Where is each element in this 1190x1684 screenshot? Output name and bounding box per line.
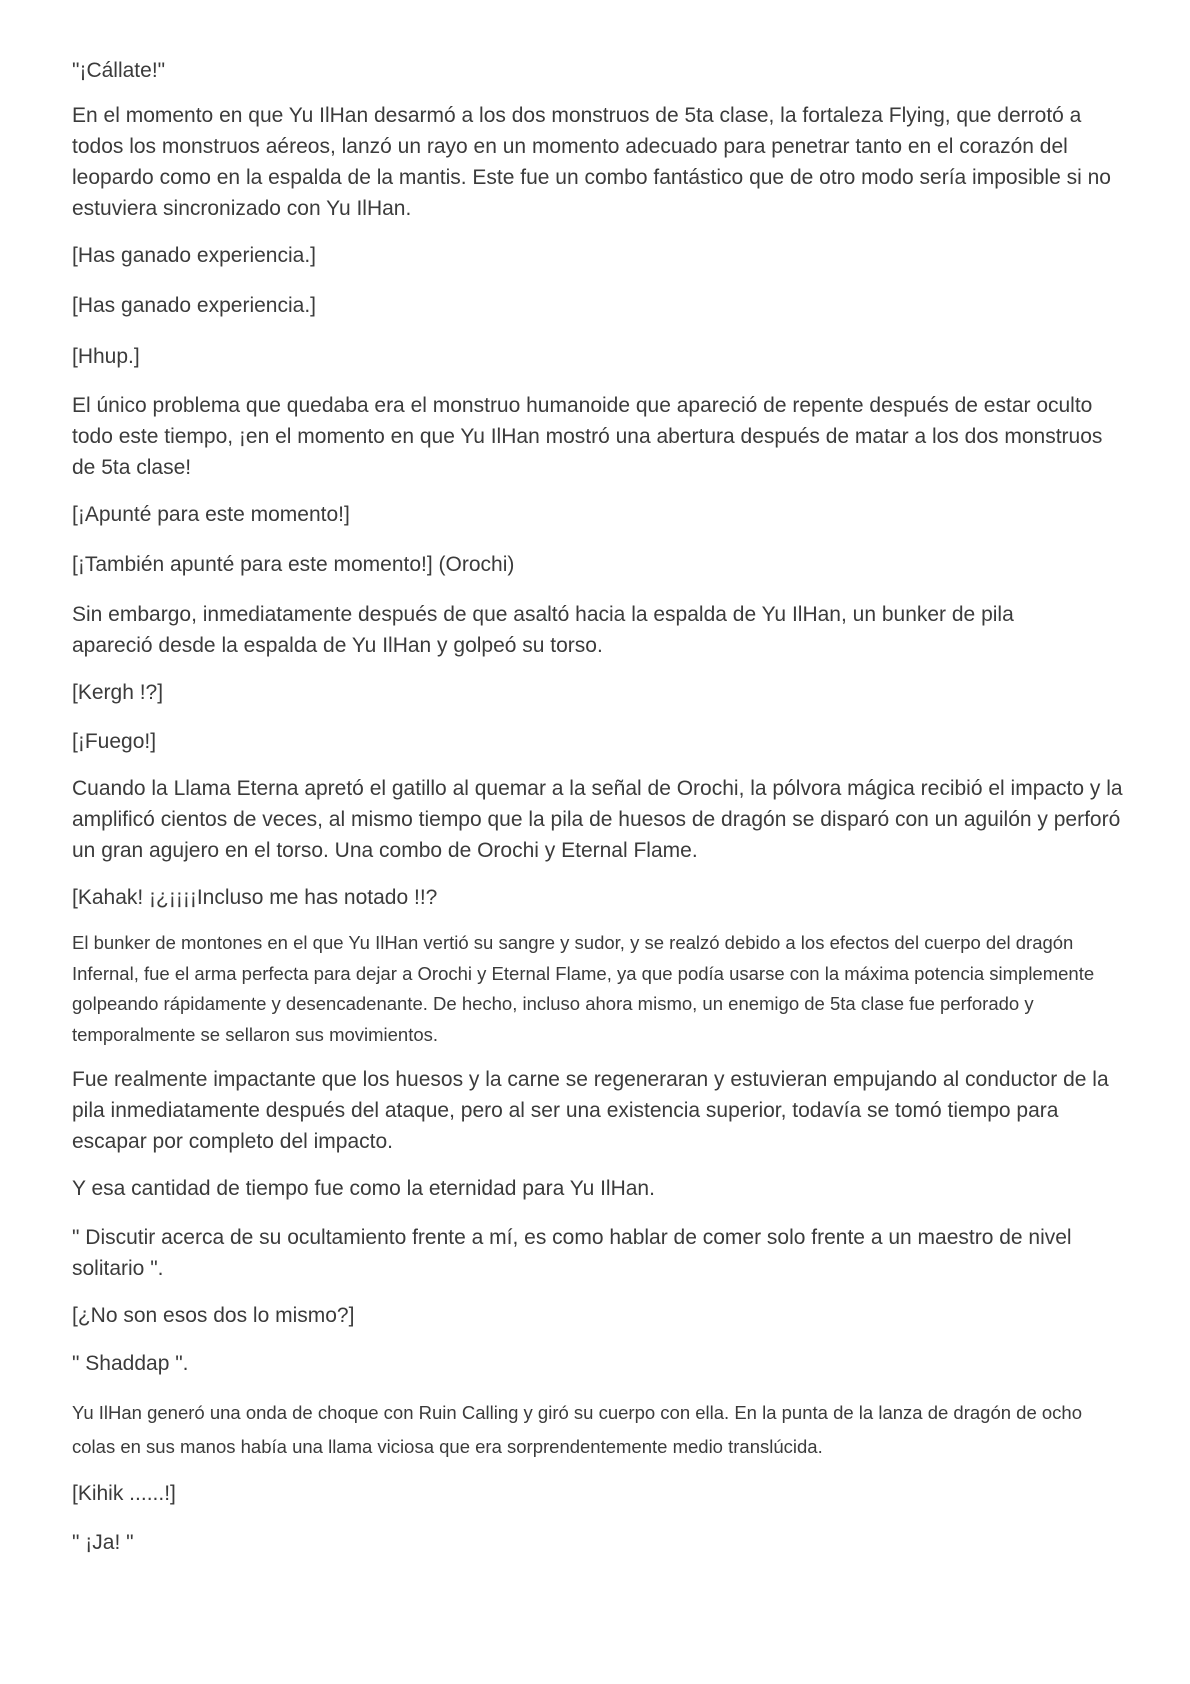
paragraph-14: El bunker de montones en el que Yu IlHan vertió su sangre y sudor, y se realzó debido a los efectos del cuerpo del dragón Infernal, fue el arma perfecta para dejar a Orochi y Eternal Flame, ya que podía usarse con la máxima potencia simplemente golpeando rápidamente y desencadenante. De hecho, incluso ahora mismo, un enemigo de 5ta clase fue perforado y temporalmente se sellaron sus movimientos. [72,932,1095,1045]
paragraph-19: " Shaddap ". [72,1352,189,1375]
paragraph-4: [Has ganado experiencia.] [72,294,316,317]
document-page [72,55,1122,1558]
paragraph-16: Y esa cantidad de tiempo fue como la eternidad para Yu IlHan. [72,1177,655,1200]
paragraph-18: [¿No son esos dos lo mismo?] [72,1304,355,1327]
paragraph-9: Sin embargo, inmediatamente después de que asaltó hacia la espalda de Yu IlHan, un bunker de pila apareció desde la espalda de Yu IlHan y golpeó su torso. [72,603,1014,657]
paragraph-3: [Has ganado experiencia.] [72,244,316,267]
paragraph-22: " ¡Ja! " [72,1531,134,1554]
paragraph-21: [Kihik ......!] [72,1482,176,1505]
paragraph-15: Fue realmente impactante que los huesos y la carne se regeneraran y estuvieran empujando al conductor de la pila inmediatamente después del ataque, pero al ser una existencia superior, todavía se tomó tiempo para escapar por completo del impacto. [72,1068,1109,1153]
paragraph-17: " Discutir acerca de su ocultamiento frente a mí, es como hablar de comer solo frente a un maestro de nivel solitario ". [72,1226,1072,1280]
paragraph-20: Yu IlHan generó una onda de choque con Ruin Calling y giró su cuerpo con ella. En la punta de la lanza de dragón de ocho colas en sus manos había una llama viciosa que era sorprendentemente medio translúcida. [72,1402,1082,1457]
paragraph-12: Cuando la Llama Eterna apretó el gatillo al quemar a la señal de Orochi, la pólvora mágica recibió el impacto y la amplificó cientos de veces, al mismo tiempo que la pila de huesos de dragón se disparó con un aguilón y perforó un gran agujero en el torso. Una combo de Orochi y Eternal Flame. [72,777,1123,862]
paragraph-10: [Kergh !?] [72,681,164,704]
paragraph-5: [Hhup.] [72,345,140,368]
paragraph-8: [¡También apunté para este momento!] (Orochi) [72,553,515,576]
paragraph-1: "¡Cállate!" [72,59,166,82]
paragraph-2: En el momento en que Yu IlHan desarmó a los dos monstruos de 5ta clase, la fortaleza Flying, que derrotó a todos los monstruos aéreos, lanzó un rayo en un momento adecuado para penetrar tanto en el corazón del leopardo como en la espalda de la mantis. Este fue un combo fantástico que de otro modo sería imposible si no estuviera sincronizado con Yu IlHan. [72,104,1111,220]
paragraph-11: [¡Fuego!] [72,730,157,753]
paragraph-6: El único problema que quedaba era el monstruo humanoide que apareció de repente después de estar oculto todo este tiempo, ¡en el momento en que Yu IlHan mostró una abertura después de matar a los dos monstruos de 5ta clase! [72,394,1103,479]
paragraph-7: [¡Apunté para este momento!] [72,503,350,526]
paragraph-13: [Kahak! ¡¿¡¡¡¡Incluso me has notado !!? [72,886,438,909]
